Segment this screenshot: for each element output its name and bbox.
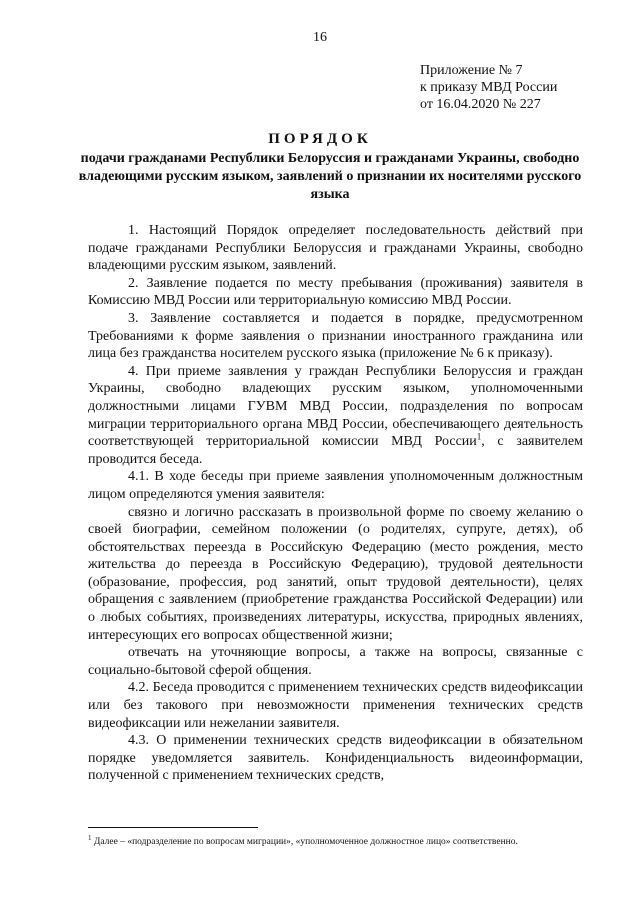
document-title: ПОРЯДОК [268, 131, 372, 147]
footnote [88, 832, 588, 848]
paragraph-4 [88, 363, 583, 469]
paragraph-4-text: 4. При приеме заявления у граждан Республики Белоруссия и граждан Украины, свободно владеющих русским языком, уполномоченными должностными лицами ГУВМ МВД России, подразделения по вопросам миграции территориального органа МВД России, обеспечивающего деятельность соответствующей территориальной комиссии МВД России [88, 363, 583, 450]
appendix-line-3: от 16.04.2020 № 227 [420, 97, 541, 112]
page-number: 16 [313, 30, 327, 45]
paragraph-4-1: 4.1. В ходе беседы при приеме заявления уполномоченным должностным лицом определяются умения заявителя: [88, 469, 583, 502]
paragraph-3: 3. Заявление составляется и подается в порядке, предусмотренном Требованиями к форме заявления о признании иностранного гражданина или лица без гражданства носителем русского языка (приложение № 6 к приказу). [88, 310, 583, 362]
appendix-line-1: Приложение № 7 [420, 63, 523, 78]
paragraph-4-3: 4.3. О применении технических средств видеофиксации в обязательном порядке уведомляется заявитель. Конфиденциальность видеоинформации, полученной с применением технических средств, [88, 733, 583, 784]
appendix-header [420, 62, 557, 113]
paragraph-4-1-item-b: отвечать на уточняющие вопросы, а также на вопросы, связанные с социально-бытовой сферой общения. [88, 645, 583, 678]
paragraph-4-tail: , с заявителем проводится беседа. [88, 434, 583, 467]
footnote-text: Далее – «подразделение по вопросам миграции», «уполномоченное должностное лицо» соответственно. [91, 837, 518, 848]
document-subtitle: подачи гражданами Республики Белоруссия и гражданами Украины, свободно владеющими русским языком, заявлений о признании их носителями русского языка [78, 151, 582, 202]
appendix-line-2: к приказу МВД России [420, 80, 558, 95]
paragraph-4-2: 4.2. Беседа проводится с применением технических средств видеофиксации или без такового при невозможности применения технических средств видеофиксации или нежелании заявителя. [88, 680, 583, 731]
footnote-marker: 1 [88, 834, 92, 842]
footnote-reference: 1 [476, 431, 482, 442]
paragraph-2: 2. Заявление подается по месту пребывания (проживания) заявителя в Комиссию МВД России или территориальную комиссию МВД России. [88, 275, 583, 309]
footnote-divider [88, 827, 258, 828]
paragraph-4-1-item-a: связно и логично рассказать в произвольной форме по своему желанию о своей биографии, семейном положении (о родителях, супруге, детях), об обстоятельствах переезда в Российскую Федерацию (место рождения, место жительства до переезда в Российскую Федерацию), трудовой деятельности (образование, профессия, род занятий, опыт трудовой деятельности), целях обращения с заявлением (приобретение гражданства Российской Федерации) или о любых событиях, произведениях литературы, искусства, природных явлениях, интересующих его вопросах общественной жизни; [88, 504, 583, 643]
paragraph-1: 1. Настоящий Порядок определяет последовательность действий при подаче гражданами Республики Белоруссия и гражданами Украины, свободно владеющими русским языком, заявлений. [88, 223, 583, 274]
document-body [88, 222, 583, 785]
